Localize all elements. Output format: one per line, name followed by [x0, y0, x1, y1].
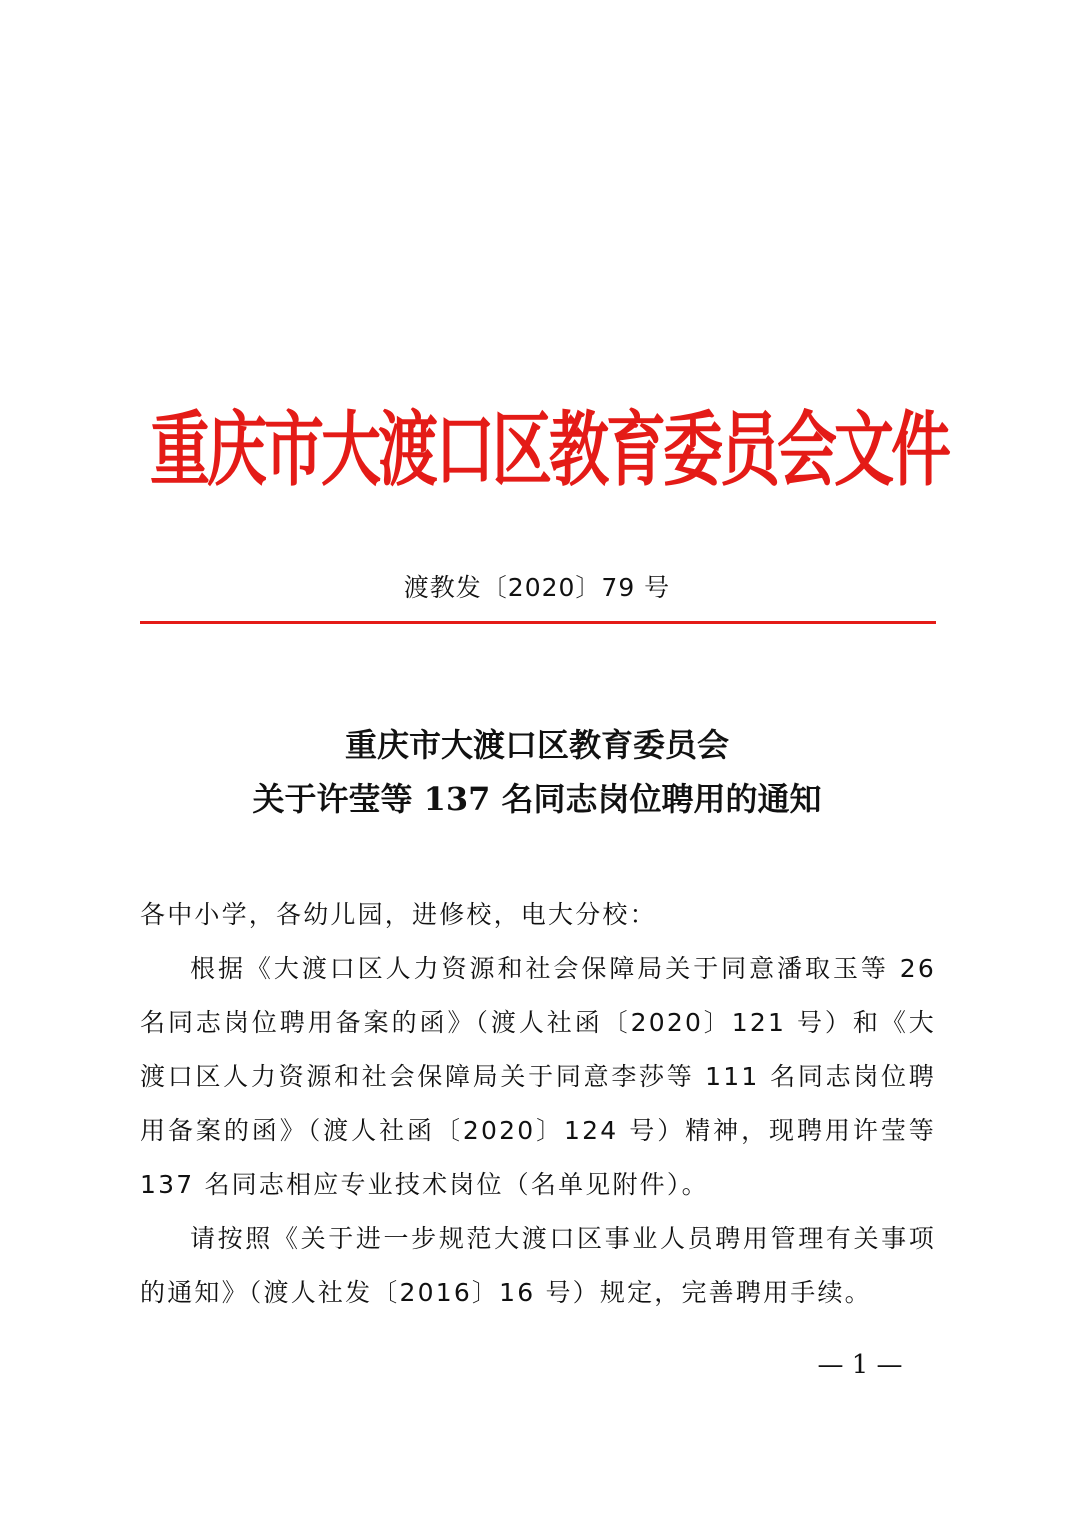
issuer-header-title: 重庆市大渡口区教育委员会文件 — [150, 403, 948, 499]
body-paragraph-2: 请按照《关于进一步规范大渡口区事业人员聘用管理有关事项的通知》（渡人社发〔2016〕16 号）规定，完善聘用手续。 — [140, 1224, 936, 1307]
body-paragraph-1: 根据《大渡口区人力资源和社会保障局关于同意潘取玉等 26 名同志岗位聘用备案的函》（渡人社函〔2020〕121 号）和《大渡口区人力资源和社会保障局关于同意李莎等 111 名同志岗位聘用备案的函》（渡人社函〔2020〕124 号）精神，现聘用许莹等 137 名同志相应专业技术岗位（名单见附件）。 — [140, 954, 936, 1199]
salutation: 各中小学，各幼儿园，进修校，电大分校： — [140, 900, 657, 929]
notice-body — [140, 888, 936, 1320]
notice-title — [140, 718, 934, 826]
notice-title-line-2: 关于许莹等 137 名同志岗位聘用的通知 — [252, 780, 822, 818]
notice-title-line-1: 重庆市大渡口区教育委员会 — [344, 726, 729, 764]
red-separator-line — [140, 621, 936, 624]
page-number: — 1 — — [817, 1350, 903, 1380]
document-number: 渡教发〔2020〕79 号 — [403, 573, 671, 602]
